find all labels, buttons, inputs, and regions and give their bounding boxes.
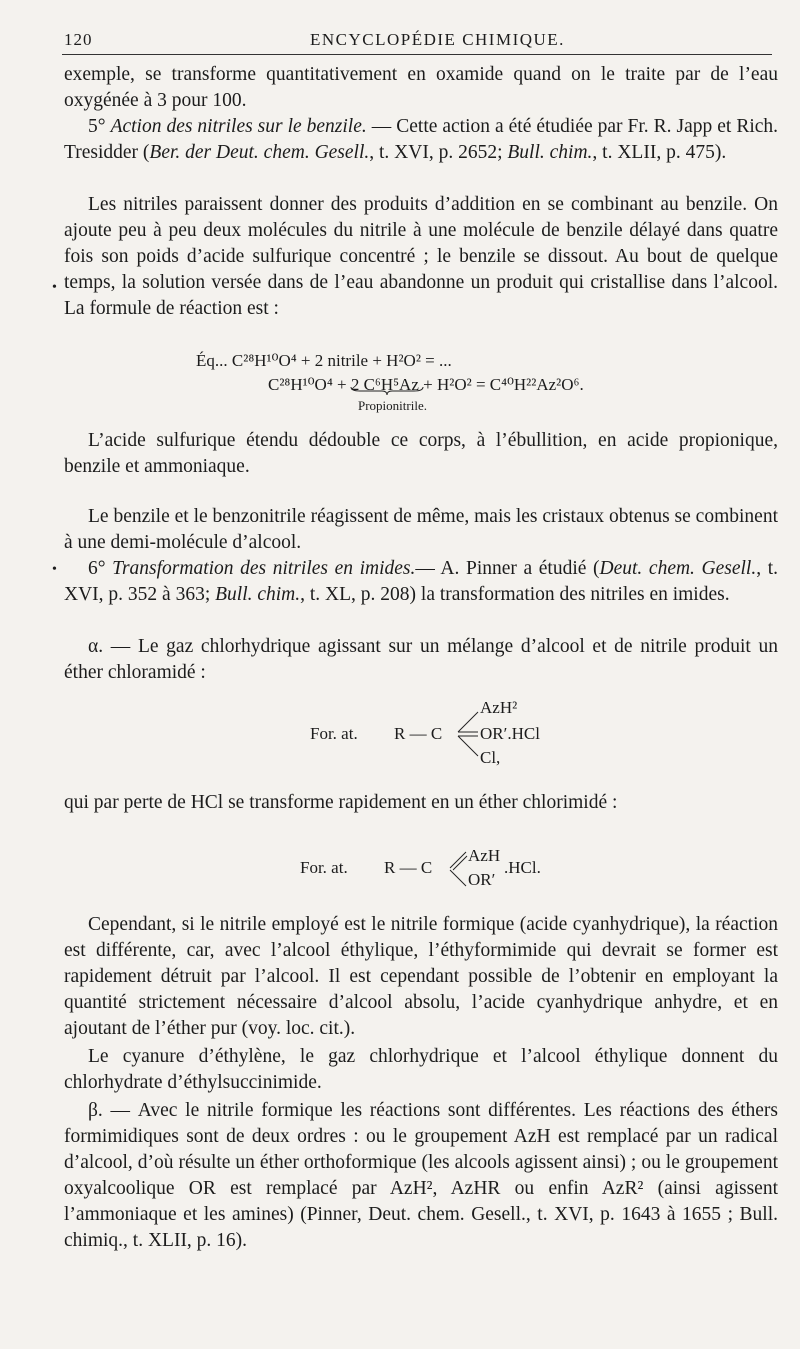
paragraph-intro: exemple, se transforme quantitativement en oxamide quand on le traite par de l’eau oxygénée à 3 pour 100. <box>64 64 778 111</box>
formula-core: R — C <box>394 724 443 743</box>
formula-prefix: For. at. <box>310 724 358 743</box>
reference-bull: Bull. chim. <box>215 584 301 605</box>
formula-bottom: Cl, <box>480 748 501 767</box>
formula-mid: OR′.HCl <box>480 724 540 743</box>
formula-top: AzH <box>468 846 501 865</box>
paragraph-benzonitrile: Le benzile et le benzonitrile réagissent de même, mais les cristaux obtenus se combinent à une demi-molécule d’alcool. <box>64 506 778 553</box>
reference-ber: Ber. der Deut. chem. Gesell. <box>149 142 370 163</box>
paragraph-alpha: α. — Le gaz chlorhydrique agissant sur un mélange d’alcool et de nitrile produit un éther chloramidé : <box>64 636 778 683</box>
section-5-title: Action des nitriles sur le benzile. <box>110 116 367 137</box>
formula-core: R — C <box>384 858 433 877</box>
formula-bottom: OR′ <box>468 870 496 889</box>
page-number: 120 <box>64 30 93 49</box>
formula-bonds <box>448 848 468 890</box>
formula-bonds <box>456 708 480 760</box>
paragraph-nitriles: Les nitriles paraissent donner des produits d’addition en se combinant au benzile. On ajoute peu à peu deux molécules du nitrile à une molécule de benzile délayé dans quatre fois son poids d’acide sulfurique concentré ; le benzile se dissout. Au bout de quelque temps, la solution versée dans de l’eau abandonne un produit qui cristallise dans l’alcool. La formule de réaction est : <box>64 194 778 319</box>
margin-dot: • <box>52 280 57 295</box>
section-6-number: 6° <box>88 558 106 579</box>
formula-suffix: .HCl. <box>504 858 541 877</box>
page-header <box>64 30 772 52</box>
formula-top: AzH² <box>480 698 518 717</box>
reference-deut: Deut. chem. Gesell. <box>599 558 757 579</box>
header-rule <box>62 54 772 55</box>
paragraph-cependant: Cependant, si le nitrile employé est le nitrile formique (acide cyanhydrique), la réaction est différente, car, avec l’alcool éthylique, l’éthyformimide qui devrait se former est rapidement détruit par l’alcool. Il est cependant possible de l’obtenir en employant la quantité strictement nécessaire d’alcool absolu, l’acide cyanhydrique anhydre, et en ajoutant de l’éther pur (voy. loc. cit.). <box>64 914 778 1039</box>
paragraph-cyanure: Le cyanure d’éthylène, le gaz chlorhydrique et l’alcool éthylique donnent du chlorhydrate d’éthylsuccinimide. <box>64 1046 778 1093</box>
section-6: 6° Transformation des nitriles en imides.— A. Pinner a étudié (Deut. chem. Gesell., t. XVI, p. 352 à 363; Bull. chim., t. XL, p. 208) la transformation des nitriles en imides. <box>64 558 779 605</box>
section-5-number: 5° <box>88 116 106 137</box>
underbrace <box>350 386 424 396</box>
section-5: 5° Action des nitriles sur le benzile. — Cette action a été étudiée par Fr. R. Japp et Rich. Tresidder (Ber. der Deut. chem. Gesell., t. XVI, p. 2652; Bull. chim., t. XLII, p. 475). <box>64 116 779 163</box>
paragraph-perte: qui par perte de HCl se transforme rapidement en un éther chlorimidé : <box>64 792 618 813</box>
equation-line-2: C²⁸H¹⁰O⁴ + 2 C⁶H⁵Az + H²O² = C⁴⁰H²²Az²O⁶. <box>268 375 584 394</box>
running-title: ENCYCLOPÉDIE CHIMIQUE. <box>310 30 565 49</box>
equation-line-1: Éq... C²⁸H¹⁰O⁴ + 2 nitrile + H²O² = ... <box>196 351 452 370</box>
margin-dot: • <box>52 562 57 577</box>
propionitrile-label: Propionitrile. <box>358 398 427 413</box>
section-6-title: Transformation des nitriles en imides. <box>112 558 416 579</box>
paragraph-acide: L’acide sulfurique étendu dédouble ce corps, à l’ébullition, en acide propionique, benzile et ammoniaque. <box>64 430 778 477</box>
formula-prefix: For. at. <box>300 858 348 877</box>
paragraph-beta: β. — Avec le nitrile formique les réactions sont différentes. Les réactions des éthers formimidiques sont de deux ordres : ou le groupement AzH est remplacé par un radical d’alcool, d’où résulte un éther orthoformique (les alcools agissent ainsi) ; ou le groupement oxyalcoolique OR est remplacé par AzH², AzHR ou enfin AzR² (ainsi agissent l’ammoniaque et les amines) (Pinner, Deut. chem. Gesell., t. XVI, p. 1643 à 1655 ; Bull. chimiq., t. XLII, p. 16). <box>64 1100 778 1251</box>
reference-bull: Bull. chim. <box>507 142 593 163</box>
